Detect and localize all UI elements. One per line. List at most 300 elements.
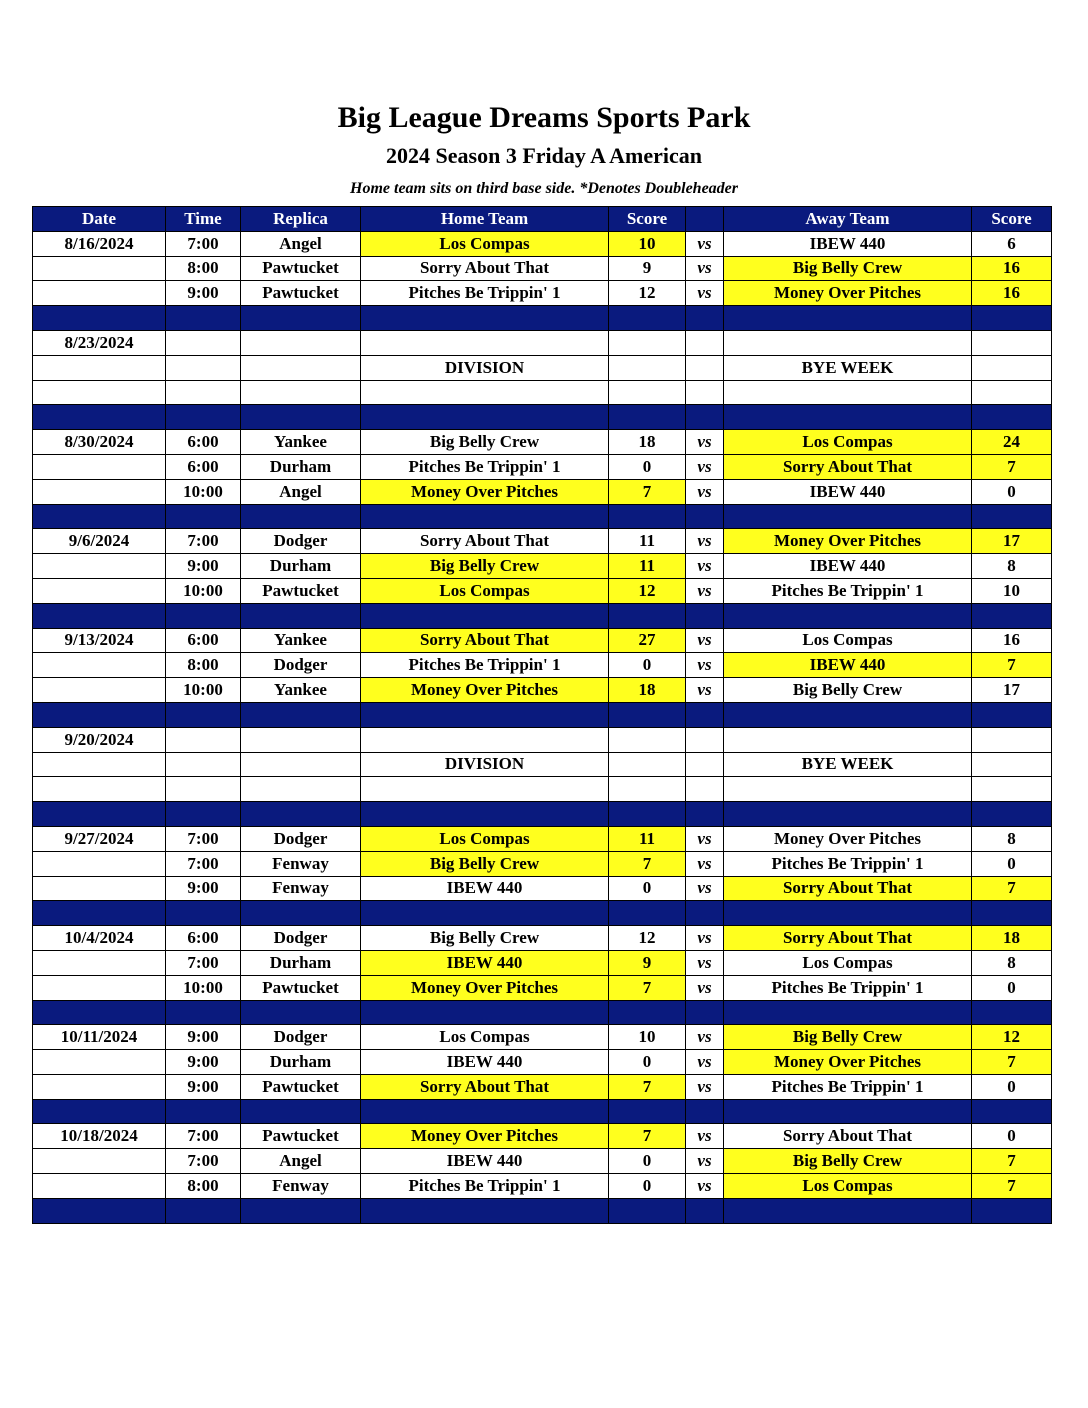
home-team-cell: Money Over Pitches — [361, 479, 609, 504]
separator-row — [33, 504, 1052, 529]
game-row — [33, 777, 1052, 802]
away-team-cell: BYE WEEK — [724, 355, 972, 380]
separator-cell — [686, 1198, 724, 1223]
separator-cell — [724, 1198, 972, 1223]
replica-cell — [241, 752, 361, 777]
home-score-cell — [609, 727, 686, 752]
game-row — [33, 752, 1052, 777]
separator-cell — [724, 504, 972, 529]
time-cell — [166, 777, 241, 802]
away-team-cell: Los Compas — [724, 950, 972, 975]
away-score-cell — [972, 752, 1052, 777]
home-team-cell: Big Belly Crew — [361, 554, 609, 579]
away-score-cell: 0 — [972, 479, 1052, 504]
away-team-cell: Money Over Pitches — [724, 826, 972, 851]
separator-cell — [361, 901, 609, 926]
game-row — [33, 554, 1052, 579]
date-cell — [33, 678, 166, 703]
home-score-cell: 10 — [609, 231, 686, 256]
away-score-cell: 8 — [972, 554, 1052, 579]
replica-cell: Pawtucket — [241, 256, 361, 281]
home-score-cell: 27 — [609, 628, 686, 653]
game-row — [33, 578, 1052, 603]
game-row — [33, 479, 1052, 504]
date-cell — [33, 1074, 166, 1099]
separator-cell — [686, 702, 724, 727]
separator-cell — [972, 504, 1052, 529]
home-team-cell: Money Over Pitches — [361, 1124, 609, 1149]
replica-cell: Dodger — [241, 926, 361, 951]
separator-cell — [33, 1099, 166, 1124]
separator-cell — [166, 1198, 241, 1223]
game-row — [33, 430, 1052, 455]
date-cell — [33, 281, 166, 306]
date-cell: 10/18/2024 — [33, 1124, 166, 1149]
away-team-cell: Pitches Be Trippin' 1 — [724, 851, 972, 876]
replica-cell: Fenway — [241, 851, 361, 876]
time-cell: 10:00 — [166, 479, 241, 504]
away-team-cell: Los Compas — [724, 430, 972, 455]
separator-cell — [33, 306, 166, 331]
date-cell: 9/27/2024 — [33, 826, 166, 851]
home-team-cell: Big Belly Crew — [361, 430, 609, 455]
away-score-cell: 7 — [972, 1050, 1052, 1075]
game-row — [33, 826, 1052, 851]
col-header-vs — [686, 207, 724, 232]
separator-cell — [972, 306, 1052, 331]
separator-cell — [724, 1099, 972, 1124]
game-row — [33, 1174, 1052, 1199]
separator-cell — [686, 504, 724, 529]
home-score-cell — [609, 380, 686, 405]
away-score-cell — [972, 727, 1052, 752]
separator-cell — [166, 802, 241, 827]
away-score-cell: 8 — [972, 826, 1052, 851]
separator-cell — [166, 702, 241, 727]
away-team-cell: BYE WEEK — [724, 752, 972, 777]
date-cell — [33, 975, 166, 1000]
game-row — [33, 851, 1052, 876]
separator-row — [33, 405, 1052, 430]
separator-cell — [686, 901, 724, 926]
home-score-cell: 0 — [609, 1149, 686, 1174]
time-cell: 7:00 — [166, 950, 241, 975]
date-cell — [33, 454, 166, 479]
game-row — [33, 1025, 1052, 1050]
vs-cell: vs — [686, 231, 724, 256]
separator-cell — [33, 603, 166, 628]
away-team-cell: Big Belly Crew — [724, 678, 972, 703]
time-cell: 10:00 — [166, 975, 241, 1000]
home-team-cell — [361, 727, 609, 752]
date-cell: 10/4/2024 — [33, 926, 166, 951]
separator-cell — [972, 802, 1052, 827]
away-team-cell: Big Belly Crew — [724, 1149, 972, 1174]
col-header-date: Date — [33, 207, 166, 232]
separator-cell — [361, 702, 609, 727]
col-header-away-score: Score — [972, 207, 1052, 232]
separator-cell — [241, 1000, 361, 1025]
time-cell: 7:00 — [166, 851, 241, 876]
separator-row — [33, 603, 1052, 628]
time-cell: 10:00 — [166, 678, 241, 703]
separator-row — [33, 1198, 1052, 1223]
separator-row — [33, 702, 1052, 727]
away-team-cell: Sorry About That — [724, 926, 972, 951]
vs-cell: vs — [686, 256, 724, 281]
date-cell: 9/20/2024 — [33, 727, 166, 752]
game-row — [33, 380, 1052, 405]
schedule-table — [32, 206, 1052, 1224]
game-row — [33, 926, 1052, 951]
separator-cell — [241, 405, 361, 430]
replica-cell: Yankee — [241, 628, 361, 653]
time-cell: 7:00 — [166, 529, 241, 554]
separator-cell — [241, 504, 361, 529]
away-score-cell: 16 — [972, 281, 1052, 306]
game-row — [33, 678, 1052, 703]
separator-cell — [609, 1198, 686, 1223]
home-score-cell: 0 — [609, 1174, 686, 1199]
home-score-cell — [609, 330, 686, 355]
home-team-cell — [361, 777, 609, 802]
away-score-cell: 17 — [972, 678, 1052, 703]
home-team-cell: Sorry About That — [361, 256, 609, 281]
separator-cell — [166, 603, 241, 628]
separator-cell — [33, 405, 166, 430]
away-score-cell — [972, 380, 1052, 405]
date-cell: 8/16/2024 — [33, 231, 166, 256]
separator-cell — [724, 405, 972, 430]
home-score-cell: 7 — [609, 1124, 686, 1149]
home-score-cell: 12 — [609, 926, 686, 951]
col-header-home-team: Home Team — [361, 207, 609, 232]
away-team-cell: Big Belly Crew — [724, 1025, 972, 1050]
vs-cell — [686, 777, 724, 802]
time-cell: 6:00 — [166, 628, 241, 653]
time-cell: 6:00 — [166, 430, 241, 455]
date-cell — [33, 554, 166, 579]
time-cell: 9:00 — [166, 1025, 241, 1050]
replica-cell: Pawtucket — [241, 975, 361, 1000]
date-cell — [33, 578, 166, 603]
time-cell: 9:00 — [166, 1050, 241, 1075]
header-row — [33, 207, 1052, 232]
away-score-cell: 10 — [972, 578, 1052, 603]
separator-cell — [609, 1099, 686, 1124]
home-team-cell: Los Compas — [361, 1025, 609, 1050]
replica-cell: Pawtucket — [241, 281, 361, 306]
vs-cell: vs — [686, 628, 724, 653]
time-cell: 7:00 — [166, 826, 241, 851]
vs-cell: vs — [686, 554, 724, 579]
home-score-cell: 9 — [609, 256, 686, 281]
separator-cell — [972, 603, 1052, 628]
date-cell — [33, 380, 166, 405]
away-team-cell: Los Compas — [724, 628, 972, 653]
away-team-cell: IBEW 440 — [724, 554, 972, 579]
game-row — [33, 727, 1052, 752]
vs-cell: vs — [686, 1025, 724, 1050]
separator-cell — [972, 1198, 1052, 1223]
separator-cell — [361, 405, 609, 430]
separator-cell — [241, 1198, 361, 1223]
game-row — [33, 876, 1052, 901]
date-cell — [33, 1050, 166, 1075]
away-score-cell: 7 — [972, 1174, 1052, 1199]
date-cell — [33, 950, 166, 975]
time-cell: 6:00 — [166, 454, 241, 479]
time-cell — [166, 380, 241, 405]
home-team-cell: IBEW 440 — [361, 1050, 609, 1075]
game-row — [33, 1124, 1052, 1149]
away-score-cell: 24 — [972, 430, 1052, 455]
replica-cell: Pawtucket — [241, 1074, 361, 1099]
col-header-home-score: Score — [609, 207, 686, 232]
game-row — [33, 1074, 1052, 1099]
home-score-cell: 7 — [609, 1074, 686, 1099]
away-score-cell: 16 — [972, 256, 1052, 281]
replica-cell — [241, 330, 361, 355]
home-team-cell: Pitches Be Trippin' 1 — [361, 1174, 609, 1199]
away-team-cell: Money Over Pitches — [724, 1050, 972, 1075]
away-score-cell: 16 — [972, 628, 1052, 653]
separator-cell — [686, 802, 724, 827]
vs-cell: vs — [686, 975, 724, 1000]
game-row — [33, 330, 1052, 355]
date-cell — [33, 876, 166, 901]
col-header-time: Time — [166, 207, 241, 232]
home-team-cell: IBEW 440 — [361, 876, 609, 901]
vs-cell: vs — [686, 1074, 724, 1099]
vs-cell: vs — [686, 454, 724, 479]
separator-cell — [724, 1000, 972, 1025]
replica-cell: Fenway — [241, 876, 361, 901]
separator-cell — [724, 802, 972, 827]
separator-cell — [33, 702, 166, 727]
home-score-cell — [609, 355, 686, 380]
vs-cell: vs — [686, 1149, 724, 1174]
separator-cell — [166, 901, 241, 926]
vs-cell: vs — [686, 926, 724, 951]
time-cell: 9:00 — [166, 876, 241, 901]
page-title: Big League Dreams Sports Park — [337, 101, 751, 134]
home-score-cell: 10 — [609, 1025, 686, 1050]
time-cell: 8:00 — [166, 653, 241, 678]
home-score-cell: 11 — [609, 554, 686, 579]
home-team-cell: Los Compas — [361, 578, 609, 603]
time-cell: 7:00 — [166, 231, 241, 256]
home-team-cell: Money Over Pitches — [361, 975, 609, 1000]
separator-cell — [686, 405, 724, 430]
game-row — [33, 529, 1052, 554]
separator-cell — [361, 1099, 609, 1124]
away-team-cell: IBEW 440 — [724, 231, 972, 256]
home-score-cell: 12 — [609, 578, 686, 603]
separator-cell — [972, 901, 1052, 926]
separator-row — [33, 901, 1052, 926]
separator-cell — [361, 1000, 609, 1025]
home-score-cell: 7 — [609, 851, 686, 876]
game-row — [33, 355, 1052, 380]
away-team-cell: Sorry About That — [724, 876, 972, 901]
replica-cell: Dodger — [241, 826, 361, 851]
replica-cell: Angel — [241, 1149, 361, 1174]
game-row — [33, 281, 1052, 306]
separator-cell — [972, 1099, 1052, 1124]
away-score-cell: 17 — [972, 529, 1052, 554]
replica-cell: Fenway — [241, 1174, 361, 1199]
replica-cell: Durham — [241, 1050, 361, 1075]
separator-cell — [686, 603, 724, 628]
separator-cell — [241, 1099, 361, 1124]
time-cell — [166, 727, 241, 752]
home-score-cell — [609, 752, 686, 777]
away-score-cell: 7 — [972, 876, 1052, 901]
home-score-cell: 0 — [609, 454, 686, 479]
time-cell: 6:00 — [166, 926, 241, 951]
replica-cell: Pawtucket — [241, 1124, 361, 1149]
time-cell: 9:00 — [166, 1074, 241, 1099]
away-score-cell: 0 — [972, 1124, 1052, 1149]
date-cell: 9/6/2024 — [33, 529, 166, 554]
away-team-cell — [724, 727, 972, 752]
separator-cell — [166, 306, 241, 331]
home-team-cell: Big Belly Crew — [361, 851, 609, 876]
game-row — [33, 950, 1052, 975]
separator-cell — [241, 901, 361, 926]
vs-cell: vs — [686, 578, 724, 603]
separator-cell — [166, 405, 241, 430]
vs-cell: vs — [686, 430, 724, 455]
game-row — [33, 1149, 1052, 1174]
home-score-cell: 7 — [609, 975, 686, 1000]
vs-cell — [686, 727, 724, 752]
date-cell — [33, 653, 166, 678]
game-row — [33, 231, 1052, 256]
away-score-cell — [972, 330, 1052, 355]
away-team-cell: Pitches Be Trippin' 1 — [724, 1074, 972, 1099]
separator-cell — [609, 702, 686, 727]
home-score-cell: 0 — [609, 653, 686, 678]
replica-cell: Durham — [241, 554, 361, 579]
game-row — [33, 454, 1052, 479]
separator-cell — [241, 702, 361, 727]
time-cell: 9:00 — [166, 281, 241, 306]
separator-cell — [609, 504, 686, 529]
game-row — [33, 1050, 1052, 1075]
separator-cell — [241, 306, 361, 331]
date-cell — [33, 256, 166, 281]
vs-cell: vs — [686, 826, 724, 851]
replica-cell: Dodger — [241, 529, 361, 554]
away-team-cell: Los Compas — [724, 1174, 972, 1199]
date-cell: 8/30/2024 — [33, 430, 166, 455]
replica-cell — [241, 777, 361, 802]
vs-cell: vs — [686, 1124, 724, 1149]
separator-cell — [686, 306, 724, 331]
away-team-cell — [724, 330, 972, 355]
schedule-body — [33, 231, 1052, 1223]
away-score-cell: 7 — [972, 653, 1052, 678]
vs-cell: vs — [686, 950, 724, 975]
separator-cell — [724, 702, 972, 727]
vs-cell: vs — [686, 529, 724, 554]
time-cell: 7:00 — [166, 1124, 241, 1149]
home-team-cell: Sorry About That — [361, 1074, 609, 1099]
away-team-cell: Money Over Pitches — [724, 529, 972, 554]
separator-cell — [361, 603, 609, 628]
home-team-cell: DIVISION — [361, 752, 609, 777]
date-cell — [33, 851, 166, 876]
home-score-cell: 7 — [609, 479, 686, 504]
time-cell: 10:00 — [166, 578, 241, 603]
home-score-cell: 11 — [609, 529, 686, 554]
date-cell — [33, 752, 166, 777]
replica-cell: Dodger — [241, 653, 361, 678]
separator-cell — [724, 306, 972, 331]
separator-cell — [609, 603, 686, 628]
date-cell: 9/13/2024 — [33, 628, 166, 653]
separator-cell — [33, 1000, 166, 1025]
vs-cell: vs — [686, 851, 724, 876]
separator-cell — [609, 1000, 686, 1025]
time-cell — [166, 752, 241, 777]
date-cell — [33, 1174, 166, 1199]
replica-cell: Dodger — [241, 1025, 361, 1050]
time-cell: 9:00 — [166, 554, 241, 579]
replica-cell: Yankee — [241, 678, 361, 703]
away-score-cell — [972, 777, 1052, 802]
away-team-cell — [724, 380, 972, 405]
home-team-cell: DIVISION — [361, 355, 609, 380]
game-row — [33, 628, 1052, 653]
separator-cell — [724, 603, 972, 628]
separator-row — [33, 306, 1052, 331]
home-team-cell — [361, 380, 609, 405]
separator-cell — [724, 901, 972, 926]
separator-cell — [609, 405, 686, 430]
home-score-cell: 0 — [609, 876, 686, 901]
replica-cell — [241, 380, 361, 405]
home-team-cell: Money Over Pitches — [361, 678, 609, 703]
home-team-cell: Pitches Be Trippin' 1 — [361, 653, 609, 678]
replica-cell: Yankee — [241, 430, 361, 455]
col-header-away-team: Away Team — [724, 207, 972, 232]
replica-cell: Angel — [241, 231, 361, 256]
away-team-cell: Big Belly Crew — [724, 256, 972, 281]
away-score-cell: 18 — [972, 926, 1052, 951]
vs-cell — [686, 752, 724, 777]
separator-row — [33, 1000, 1052, 1025]
home-team-cell: Pitches Be Trippin' 1 — [361, 281, 609, 306]
away-score-cell: 0 — [972, 851, 1052, 876]
date-cell: 8/23/2024 — [33, 330, 166, 355]
separator-cell — [972, 1000, 1052, 1025]
home-team-cell: Pitches Be Trippin' 1 — [361, 454, 609, 479]
separator-cell — [609, 802, 686, 827]
date-cell — [33, 1149, 166, 1174]
separator-cell — [361, 504, 609, 529]
separator-cell — [686, 1000, 724, 1025]
schedule-note: Home team sits on third base side. *Denotes Doubleheader — [350, 180, 738, 197]
home-team-cell: Los Compas — [361, 231, 609, 256]
away-team-cell: IBEW 440 — [724, 653, 972, 678]
replica-cell — [241, 355, 361, 380]
game-row — [33, 653, 1052, 678]
separator-cell — [33, 504, 166, 529]
page-subtitle: 2024 Season 3 Friday A American — [386, 143, 702, 168]
